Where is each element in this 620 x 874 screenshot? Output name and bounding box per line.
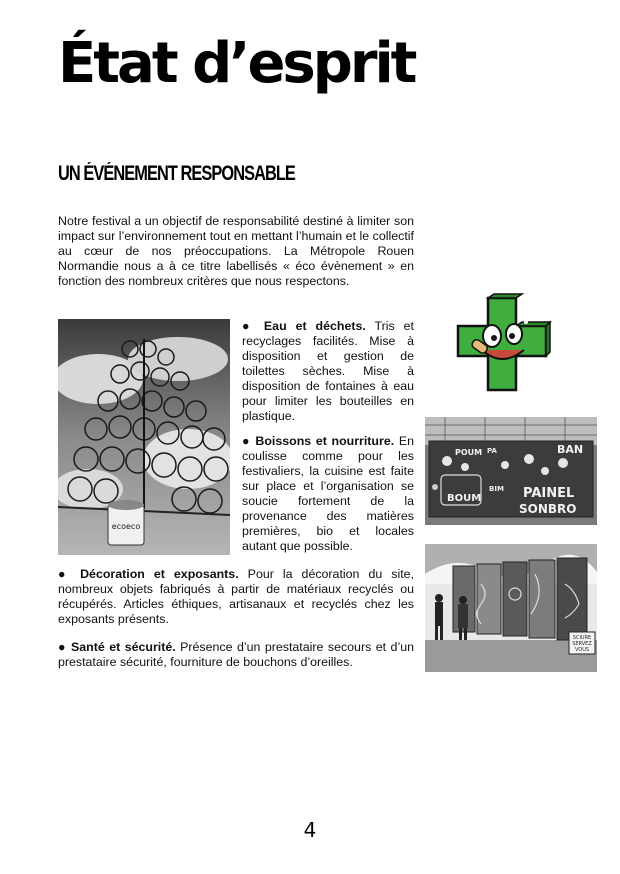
- section-eau-text: Tris et recyclages facilités. Mise à disposition et gestion de toilettes sèches. Mise à disposition de fontaines à eau pour limiter les bouteilles en plastique.: [242, 319, 415, 423]
- page-number: 4: [303, 818, 317, 842]
- board-tag-0: POUM: [455, 448, 483, 457]
- section-subtitle: UN ÉVÉNEMENT RESPONSABLE: [58, 162, 295, 185]
- board-tag-6: SONBRO: [519, 502, 577, 516]
- green-cross-mascot-illustration: [452, 292, 552, 396]
- section-deco-text: Pour la décoration du site, nombreux objets fabriqués à partir de matériaux recyclés ou récupérés. Articles éthiques, artisanaux et recyclés chez les exposants présents.: [58, 567, 414, 626]
- section-boissons-heading: ● Boissons et nourriture.: [242, 434, 395, 448]
- sign-line-1: SERVEZ: [572, 641, 592, 647]
- section-deco-heading: ● Décoration et exposants.: [58, 567, 239, 581]
- bin-label: ecoeco: [111, 522, 141, 531]
- page-title: État d’esprit: [58, 31, 415, 96]
- section-sante-text: Présence d’un prestataire secours et d’un prestataire sécurité, fourniture de bouchons d’oreilles.: [58, 640, 414, 669]
- section-eau-heading: ● Eau et déchets.: [242, 319, 366, 333]
- photo-dry-toilet-cabins: [425, 544, 597, 672]
- photo-painted-board: [425, 417, 597, 525]
- intro-paragraph: Notre festival a un objectif de responsabilité destiné à limiter son impact sur l’environnement tout en mettant l’humain et le collectif au cœur de nos préoccupations. La Métropole Rouen Normandie nous a à ce titre labellisés « éco évènement » en fonction des nombreux critères que nous respectons.: [58, 214, 414, 288]
- board-tag-4: BIM: [489, 485, 504, 493]
- board-tag-2: BAN: [557, 443, 584, 456]
- sign-line-2: VOUS: [574, 647, 590, 653]
- section-eau: [242, 319, 414, 424]
- sign-line-0: SCIURE: [572, 635, 592, 641]
- section-boissons: [242, 434, 414, 554]
- section-sante: [58, 640, 414, 670]
- section-sante-heading: ● Santé et sécurité.: [58, 640, 176, 654]
- section-deco: [58, 567, 414, 627]
- board-tag-5: PAINEL: [523, 486, 575, 501]
- section-boissons-text: En coulisse comme pour les festivaliers, la cuisine est faite sur place et l’organisation se soucie fortement de la provenance des matières premières, bio et locales autant que possible.: [242, 434, 414, 553]
- photo-bottle-sculpture: [58, 319, 230, 555]
- board-tag-3: BOUM: [447, 493, 482, 504]
- board-tag-1: PA: [487, 447, 497, 455]
